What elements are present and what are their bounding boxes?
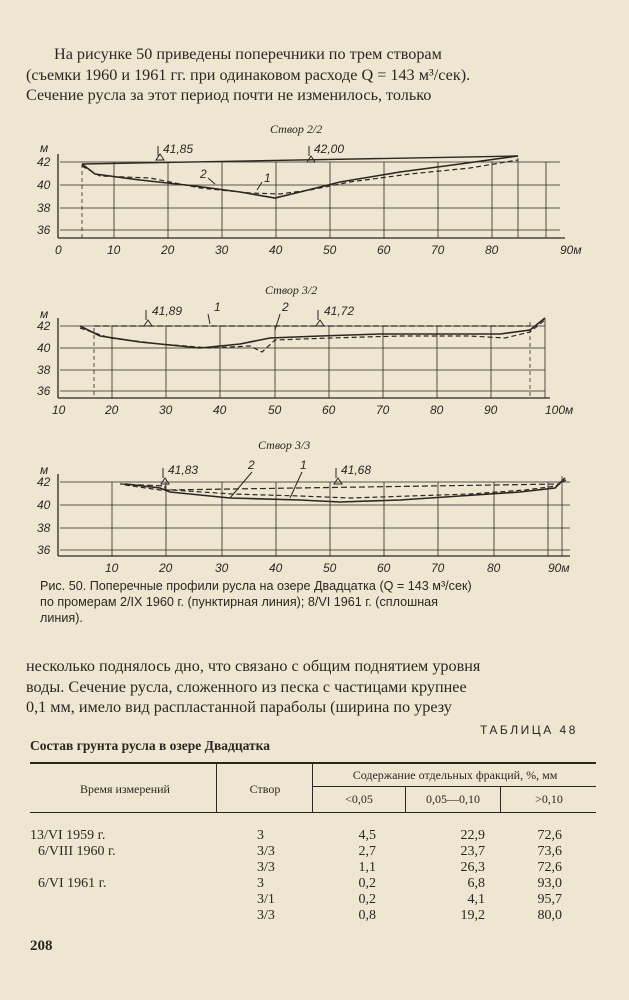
col-header-group: Содержание отдельных фракций, %, мм — [352, 768, 558, 782]
header-divider — [405, 786, 406, 812]
x-tick: 80 — [485, 243, 499, 257]
line-label: 2 — [282, 300, 289, 314]
y-tick: 42 — [37, 155, 51, 169]
y-tick: 38 — [37, 363, 51, 377]
caption-line: Рис. 50. Поперечные профили русла на озере Двадцатка (Q = 143 м³/сек) — [40, 579, 472, 593]
x-tick: 60 — [377, 243, 391, 257]
x-tick: 10 — [107, 243, 121, 257]
x-tick: 70 — [376, 403, 390, 417]
y-tick: 36 — [37, 384, 51, 398]
continuation-paragraph — [26, 656, 592, 718]
leader-line — [208, 314, 210, 324]
cell-fraction-2: 22,9 — [460, 828, 485, 843]
x-tick: 70 — [431, 561, 445, 575]
line-label: 1 — [264, 171, 271, 185]
cell-fraction-3: 80,0 — [537, 908, 562, 923]
profile-chart-3 — [0, 456, 629, 576]
x-tick: 50 — [323, 561, 337, 575]
y-tick: 38 — [37, 201, 51, 215]
x-tick: 20 — [105, 403, 119, 417]
table-label: ТАБЛИЦА 48 — [480, 723, 578, 737]
x-tick: 30 — [215, 243, 229, 257]
line-label: 2 — [248, 458, 255, 472]
body-line: несколько поднялось дно, что связано с общим поднятием уровня — [26, 657, 481, 675]
cell-stvor: 3/3 — [257, 908, 275, 923]
cell-fraction-3: 72,6 — [537, 860, 562, 875]
caption-line: линия). — [40, 611, 83, 625]
intro-line: Сечение русла за этот период почти не изменилось, только — [26, 86, 432, 104]
body-line: 0,1 мм, имело вид распластанной параболы (ширина по урезу — [26, 698, 452, 716]
line-label: 1 — [300, 458, 307, 472]
intro-paragraph — [26, 44, 592, 106]
group-rule — [312, 786, 596, 787]
y-tick: 40 — [37, 498, 51, 512]
cell-date: 6/VIII 1960 г. — [38, 844, 116, 859]
cell-date: 6/VI 1961 г. — [38, 876, 107, 891]
cell-fraction-2: 6,8 — [467, 876, 485, 891]
table-top-rule — [30, 762, 596, 764]
profile-chart-1 — [0, 138, 629, 258]
x-tick: 90м — [548, 561, 570, 575]
profile-title-1: Створ 2/2 — [270, 122, 323, 136]
x-tick: 100м — [545, 403, 574, 417]
caption-line: по промерам 2/IX 1960 г. (пунктирная линия); 8/VI 1961 г. (сплошная — [40, 595, 438, 609]
x-tick: 90м — [560, 243, 582, 257]
x-tick: 50 — [323, 243, 337, 257]
x-tick: 20 — [161, 243, 175, 257]
cell-fraction-1: 0,2 — [358, 892, 376, 907]
cell-fraction-2: 4,1 — [467, 892, 485, 907]
cell-fraction-3: 73,6 — [537, 844, 562, 859]
header-bottom-rule — [30, 812, 596, 813]
y-tick: 40 — [37, 178, 51, 192]
cell-fraction-3: 95,7 — [537, 892, 562, 907]
cell-fraction-1: 2,7 — [358, 844, 376, 859]
profile-chart-2 — [0, 300, 629, 420]
cell-stvor: 3/1 — [257, 892, 275, 907]
y-unit: м — [40, 141, 49, 155]
cell-fraction-2: 23,7 — [460, 844, 485, 859]
water-level-line — [82, 156, 518, 164]
x-tick: 20 — [159, 561, 173, 575]
x-tick: 30 — [215, 561, 229, 575]
water-mark-2 — [316, 310, 324, 326]
x-tick: 80 — [487, 561, 501, 575]
y-tick: 38 — [37, 521, 51, 535]
profile-title-2: Створ 3/2 — [265, 283, 318, 297]
x-tick: 70 — [431, 243, 445, 257]
header-divider — [216, 762, 217, 812]
body-line: воды. Сечение русла, сложенного из песка с частицами крупнее — [26, 677, 467, 696]
header-divider — [312, 762, 313, 812]
leader-line — [290, 472, 302, 498]
table-title: Состав грунта русла в озере Двадцатка — [30, 738, 270, 753]
line-label: 2 — [200, 167, 207, 181]
x-tick: 60 — [322, 403, 336, 417]
page-number: 208 — [30, 938, 53, 954]
x-tick: 0 — [55, 243, 62, 257]
cell-fraction-3: 72,6 — [537, 828, 562, 843]
intro-line: (съемки 1960 и 1961 гг. при одинаковом расходе Q = 143 м³/сек). — [26, 65, 471, 84]
y-tick: 40 — [37, 341, 51, 355]
profile-line-1960 — [125, 480, 566, 498]
x-tick: 10 — [52, 403, 66, 417]
figure-caption — [40, 578, 580, 626]
water-level-label: 42,00 — [314, 142, 345, 156]
cell-fraction-2: 19,2 — [460, 908, 485, 923]
y-tick: 42 — [37, 475, 51, 489]
x-tick: 10 — [105, 561, 119, 575]
water-mark-1 — [144, 310, 152, 326]
y-tick: 42 — [37, 319, 51, 333]
cell-stvor: 3 — [257, 828, 264, 843]
x-tick: 90 — [484, 403, 498, 417]
leader-line — [208, 178, 215, 184]
leader-line — [257, 182, 262, 190]
water-level-label: 41,83 — [168, 463, 199, 477]
cell-fraction-3: 93,0 — [537, 876, 562, 891]
y-tick: 36 — [37, 543, 51, 557]
col-header-time: Время измерений — [80, 782, 170, 796]
leader-line — [275, 314, 280, 330]
y-unit: м — [40, 307, 49, 321]
x-tick: 40 — [213, 403, 227, 417]
cell-date: 13/VI 1959 г. — [30, 828, 106, 843]
y-tick: 36 — [37, 223, 51, 237]
x-tick: 40 — [269, 561, 283, 575]
x-tick: 80 — [430, 403, 444, 417]
intro-line: На рисунке 50 приведены поперечники по трем створам — [54, 45, 442, 63]
col-header-stvor: Створ — [249, 782, 281, 796]
cell-stvor: 3/3 — [257, 860, 275, 875]
profile-title-3: Створ 3/3 — [258, 438, 311, 452]
line-label: 1 — [214, 300, 221, 314]
x-tick: 50 — [268, 403, 282, 417]
water-level-label: 41,72 — [324, 304, 355, 318]
x-tick: 30 — [159, 403, 173, 417]
water-level-label: 41,68 — [341, 463, 372, 477]
cell-fraction-1: 0,2 — [358, 876, 376, 891]
col-header-fraction: <0,05 — [345, 792, 373, 806]
col-header-fraction: >0,10 — [535, 792, 563, 806]
cell-stvor: 3 — [257, 876, 264, 891]
cell-stvor: 3/3 — [257, 844, 275, 859]
cell-fraction-2: 26,3 — [460, 860, 485, 875]
water-level-label: 41,89 — [152, 304, 183, 318]
y-unit: м — [40, 463, 49, 477]
cell-fraction-1: 1,1 — [358, 860, 376, 875]
header-divider — [500, 786, 501, 812]
col-header-fraction: 0,05—0,10 — [426, 792, 480, 806]
cell-fraction-1: 4,5 — [358, 828, 376, 843]
x-tick: 60 — [377, 561, 391, 575]
cell-fraction-1: 0,8 — [358, 908, 376, 923]
water-level-label: 41,85 — [163, 142, 194, 156]
x-tick: 40 — [269, 243, 283, 257]
